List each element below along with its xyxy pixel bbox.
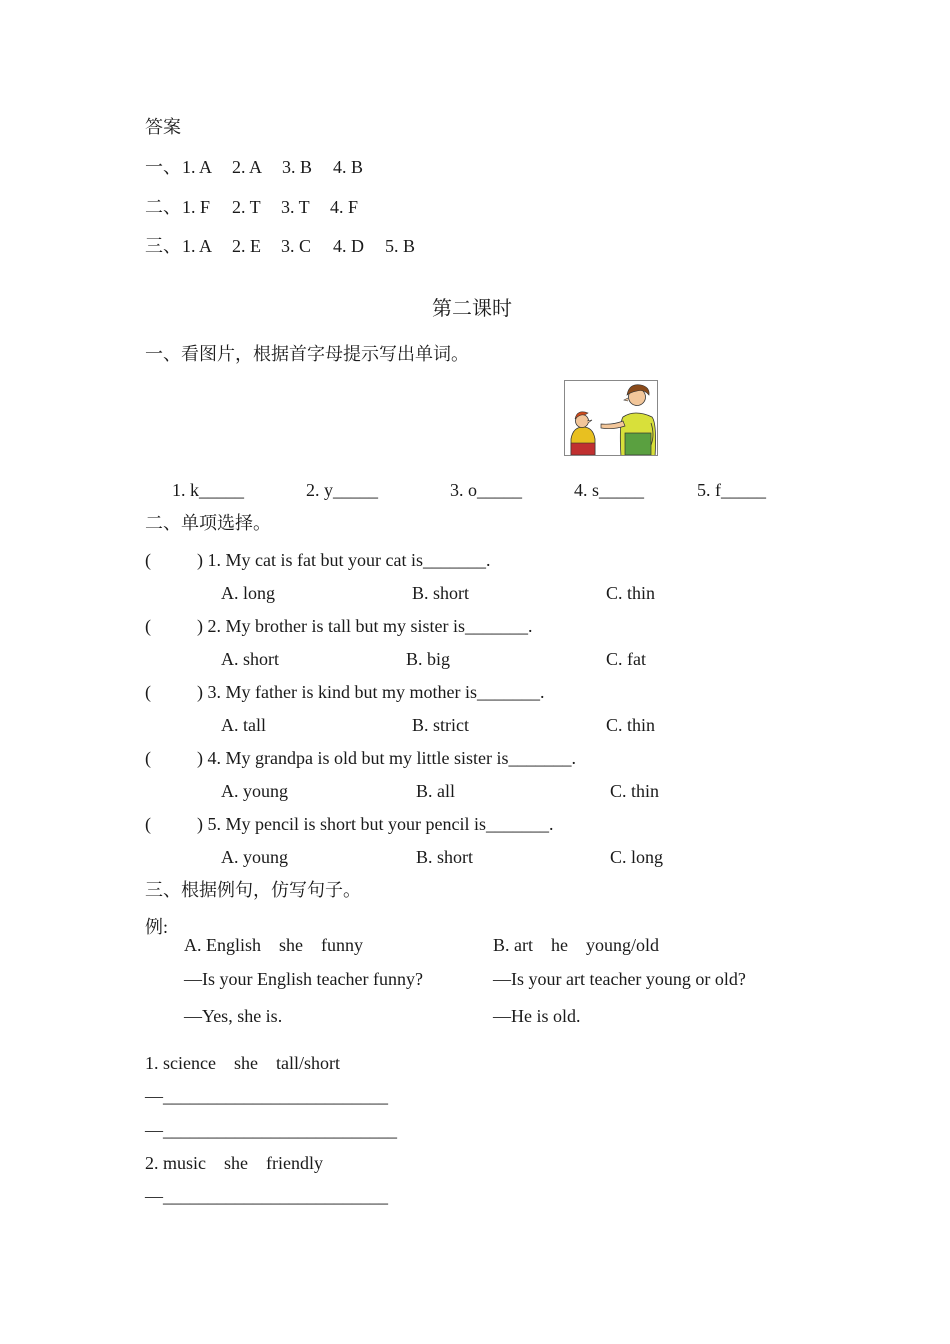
option: B. big [406, 649, 451, 669]
answer-item: 5. B [385, 236, 416, 256]
answer-row-prefix: 一、 [145, 157, 181, 177]
example-question: —Is your English teacher funny? [184, 969, 423, 989]
word-blank: 2. y_____ [306, 480, 378, 500]
answer-line: —_________________________ [145, 1086, 388, 1106]
question-stem: ) 4. My grandpa is old but my little sister is_______. [197, 748, 576, 768]
example-answer: —He is old. [493, 1006, 581, 1026]
word-blank: 1. k_____ [172, 480, 244, 500]
question-stem: ) 3. My father is kind but my mother is_______. [197, 682, 545, 702]
option: C. thin [606, 715, 656, 735]
option: C. long [610, 847, 664, 867]
option: A. young [221, 847, 288, 867]
option: B. all [416, 781, 455, 801]
answers-heading: 答案 [145, 117, 181, 137]
exercise-cue: 1. science she tall/short [145, 1053, 340, 1073]
answer-item: 2. T [232, 197, 261, 217]
question-stem: ) 1. My cat is fat but your cat is_______. [197, 550, 491, 570]
option: A. young [221, 781, 288, 801]
section2-heading: 二、单项选择。 [145, 513, 271, 533]
answer-paren: ( [145, 748, 151, 768]
option: A. tall [221, 715, 266, 735]
option: C. thin [606, 583, 656, 603]
option: A. short [221, 649, 279, 669]
option: A. long [221, 583, 275, 603]
answer-row-prefix: 三、 [145, 236, 181, 256]
answer-row-prefix: 二、 [145, 197, 181, 217]
answer-item: 3. C [281, 236, 312, 256]
answer-line: —__________________________ [145, 1120, 397, 1140]
example-question: —Is your art teacher young or old? [493, 969, 746, 989]
answer-item: 2. E [232, 236, 261, 256]
answer-item: 3. B [282, 157, 313, 177]
exercise-cue: 2. music she friendly [145, 1153, 323, 1173]
answer-paren: ( [145, 814, 151, 834]
answer-item: 1. F [182, 197, 211, 217]
option: C. thin [610, 781, 660, 801]
word-blank: 5. f_____ [697, 480, 766, 500]
answer-paren: ( [145, 682, 151, 702]
answer-paren: ( [145, 616, 151, 636]
answer-paren: ( [145, 550, 151, 570]
answer-item: 1. A [182, 236, 213, 256]
answer-item: 4. D [333, 236, 364, 256]
option: C. fat [606, 649, 646, 669]
word-blank: 3. o_____ [450, 480, 522, 500]
example-cue: B. art he young/old [493, 935, 659, 955]
section3-heading: 三、根据例句，仿写句子。 [145, 880, 361, 900]
question-stem: ) 5. My pencil is short but your pencil is_______. [197, 814, 554, 834]
option: B. strict [412, 715, 469, 735]
example-answer: —Yes, she is. [184, 1006, 283, 1026]
example-label: 例: [145, 917, 169, 937]
word-blank: 4. s_____ [574, 480, 645, 500]
answer-item: 2. A [232, 157, 263, 177]
section1-heading: 一、看图片，根据首字母提示写出单词。 [145, 344, 469, 364]
option: B. short [412, 583, 470, 603]
answer-item: 4. B [333, 157, 364, 177]
answer-item: 3. T [281, 197, 310, 217]
answer-line: —_________________________ [145, 1186, 388, 1206]
lesson-title: 第二课时 [432, 298, 512, 320]
answer-item: 1. A [182, 157, 213, 177]
answer-item: 4. F [330, 197, 359, 217]
teacher-and-boy-illustration [564, 380, 658, 456]
question-stem: ) 2. My brother is tall but my sister is_______. [197, 616, 533, 636]
option: B. short [416, 847, 474, 867]
example-cue: A. English she funny [184, 935, 363, 955]
